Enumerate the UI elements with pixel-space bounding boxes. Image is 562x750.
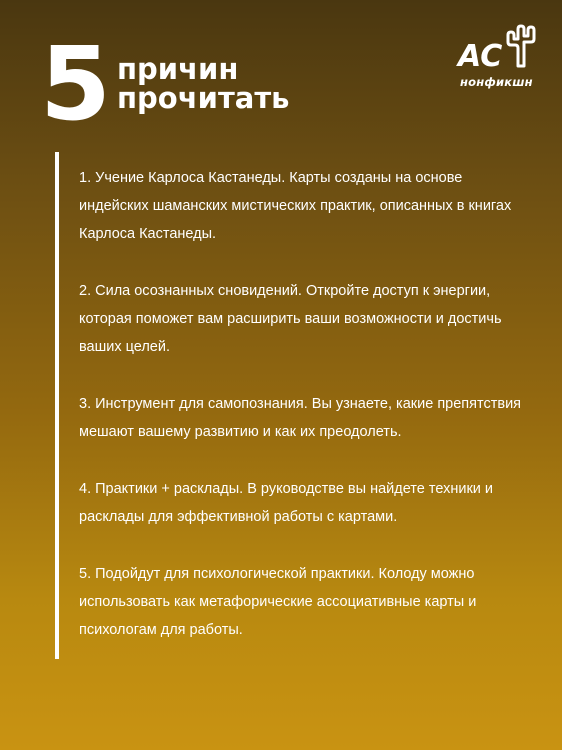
reason-item: 1. Учение Карлоса Кастанеды. Карты созданы на основе индейских шаманских мистических практик, описанных в книгах Карлоса Кастанеды. bbox=[79, 170, 512, 242]
headline-line-1: причин bbox=[117, 52, 239, 86]
headline bbox=[117, 52, 290, 115]
big-number: 5 bbox=[40, 25, 109, 144]
logo-brand: АС bbox=[458, 39, 502, 74]
reason-item: 4. Практики + расклады. В руководстве вы найдете техники и расклады для эффективной работы с картами. bbox=[79, 481, 494, 525]
reasons-list bbox=[55, 152, 535, 659]
cactus-icon bbox=[504, 24, 538, 68]
reason-item: 5. Подойдут для психологической практики. Колоду можно использовать как метафорические ассоциативные карты и психологам для работы. bbox=[79, 566, 477, 638]
headline-line-2: прочитать bbox=[117, 81, 290, 115]
logo-subtitle: нонфикшн bbox=[460, 75, 533, 89]
reason-item: 3. Инструмент для самопознания. Вы узнаете, какие препятствия мешают вашему развитию и как их преодолеть. bbox=[79, 396, 522, 440]
publisher-logo bbox=[458, 24, 540, 94]
reason-item: 2. Сила осознанных сновидений. Откройте доступ к энергии, которая поможет вам расширить ваши возможности и достичь ваших целей. bbox=[79, 283, 502, 355]
